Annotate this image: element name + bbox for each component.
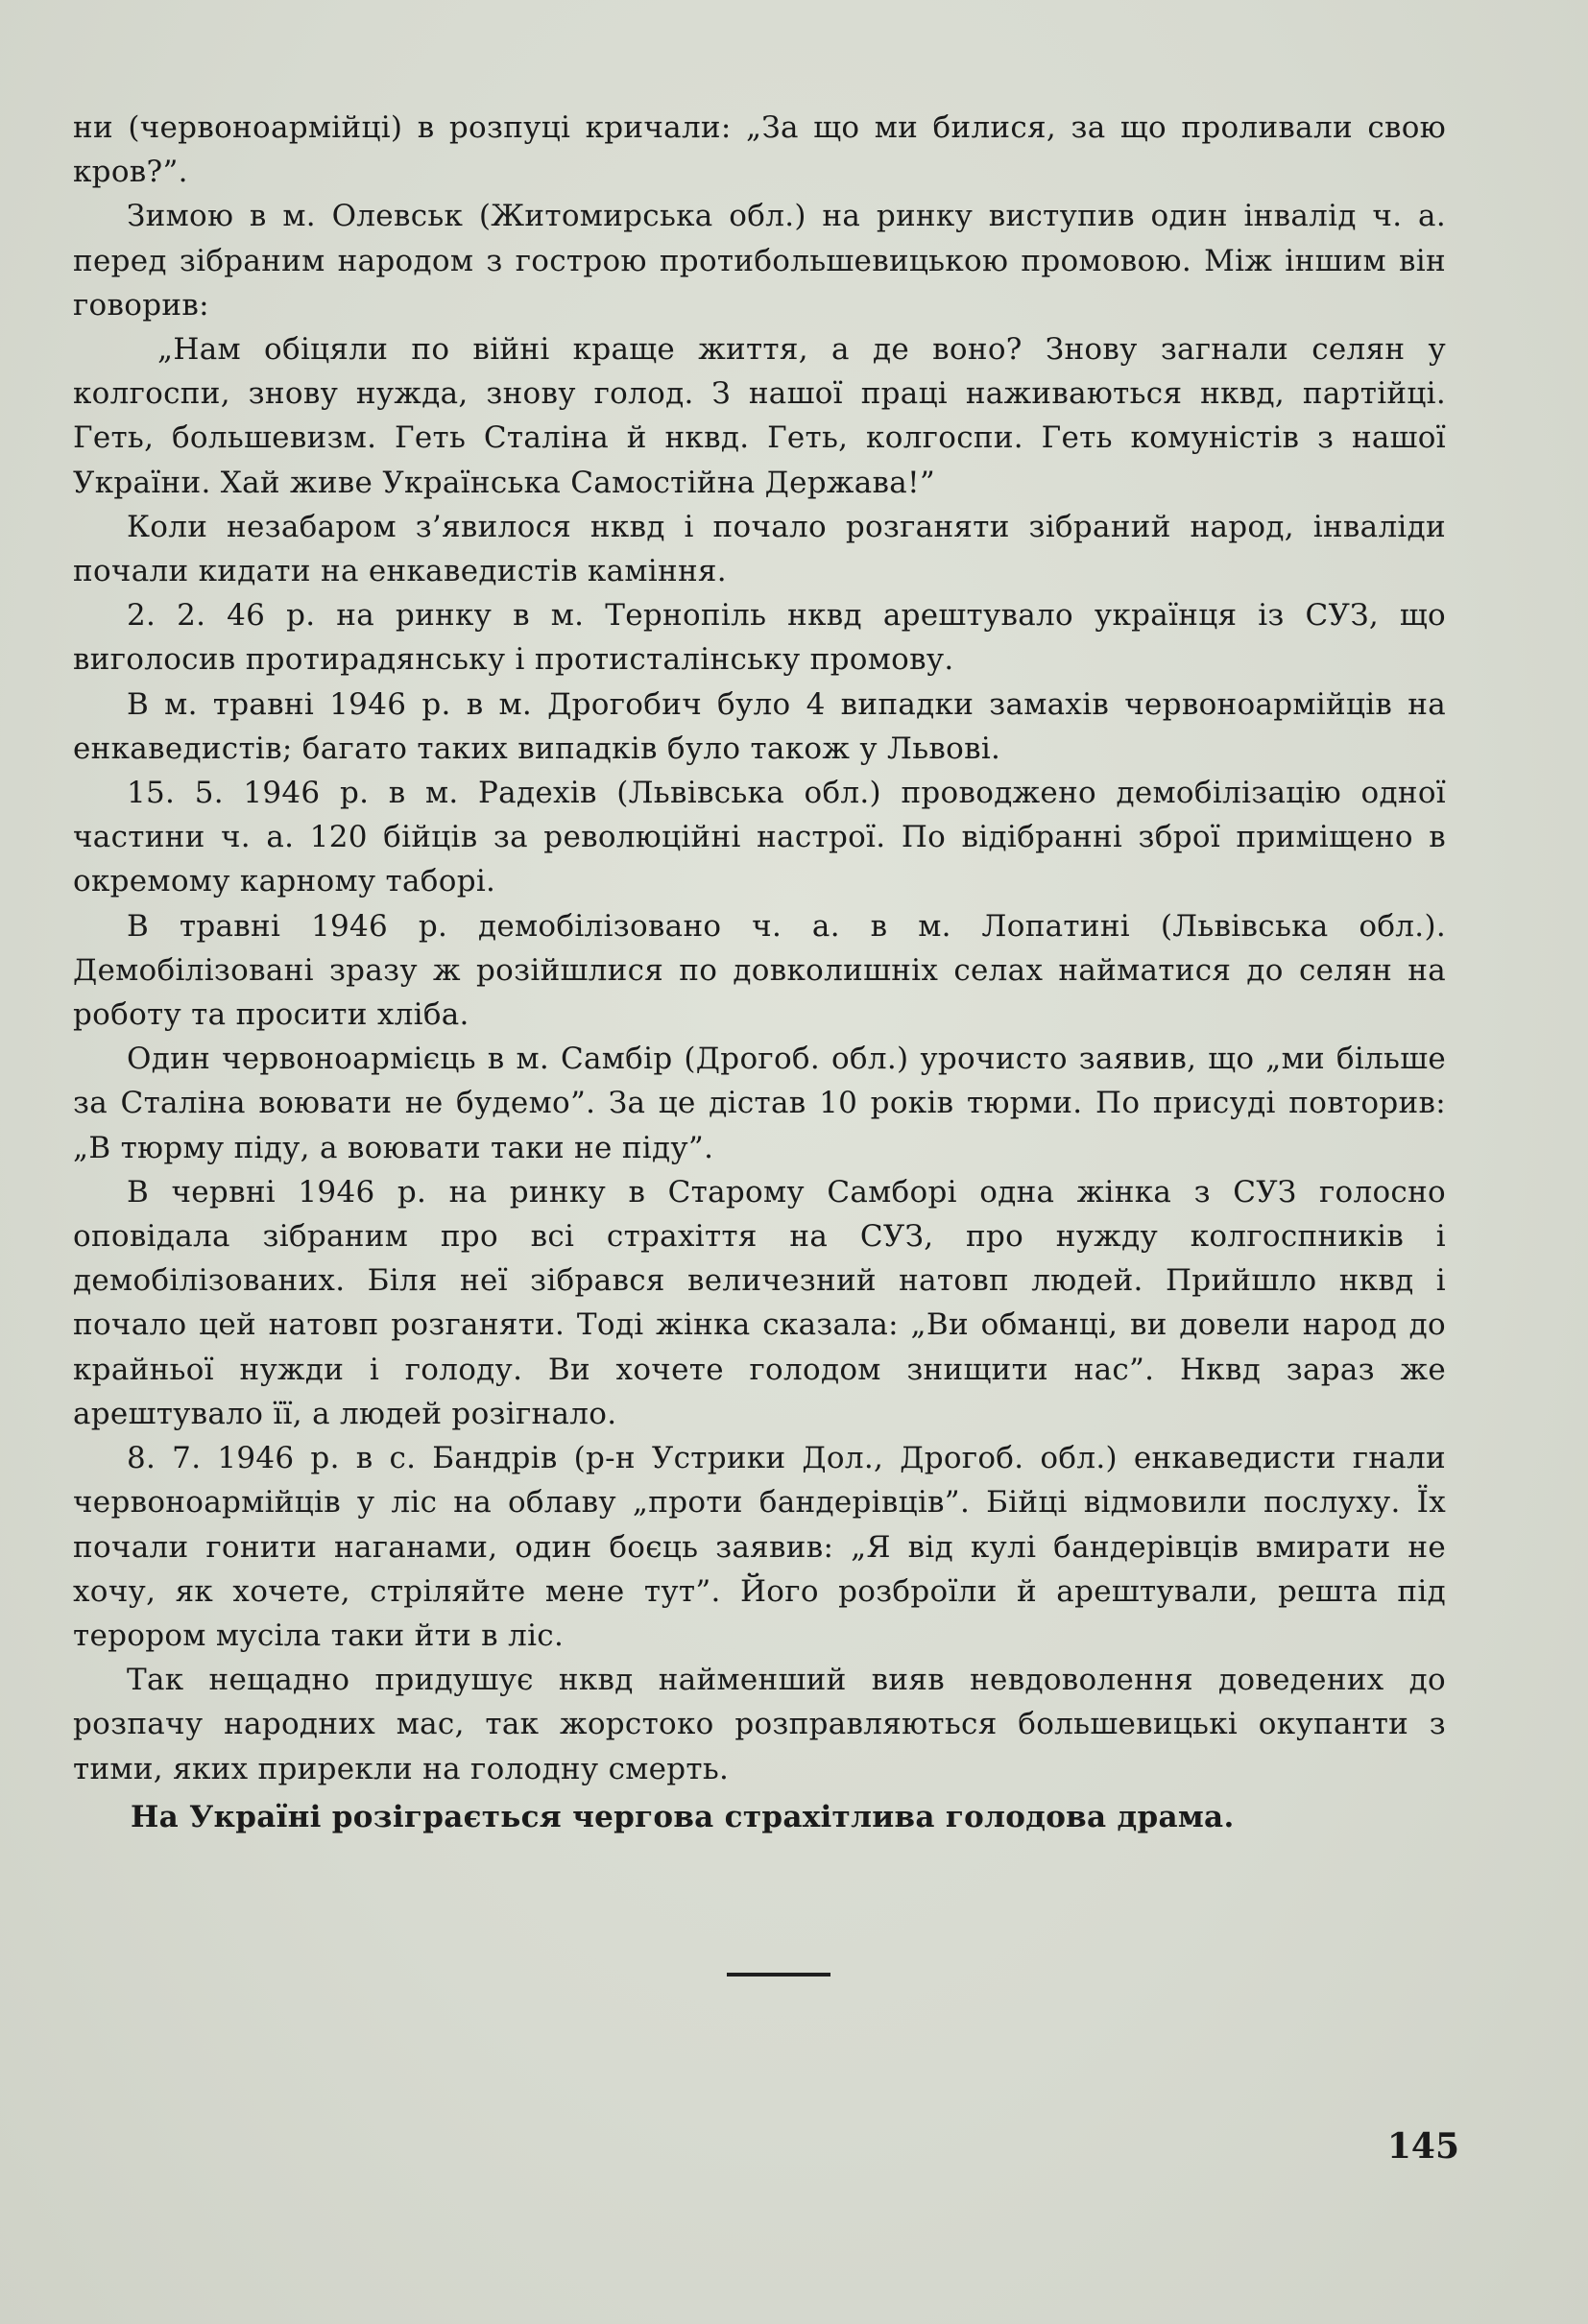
paragraph-ternopil: 2. 2. 46 р. на ринку в м. Тернопіль нквд арештувало українця із СУЗ, що виголосив протирадянську і протисталінську промову. [73, 598, 1446, 678]
page-number: 145 [1386, 2126, 1459, 2167]
paragraph-staryi-sambir: В червні 1946 р. на ринку в Старому Самборі одна жінка з СУЗ голосно оповідала зібраним про всі страхіття на СУЗ, про нужду колгоспників і демобілізованих. Біля неї зібрався величезний натовп людей. Прийшло нквд і почало цей натовп розганяти. Тоді жінка сказала: „Ви обманці, ви довели народ до крайньої нужди і голоду. Ви хочете голодом знищити нас”. Нквд зараз же арештувало її, а людей розігнало. [73, 1174, 1446, 1431]
paragraph-continuation: ни (червоноармійці) в розпуці кричали: „За що ми билися, за що проливали свою кров?”. [73, 110, 1446, 190]
paragraph-drohobych: В м. травні 1946 р. в м. Дрогобич було 4 випадки замахів червоноармійців на енкаведистів; багато таких випадків було також у Львові. [73, 686, 1446, 766]
paragraph-conclusion: Так нещадно придушує нквд найменший вияв невдоволення доведених до розпачу народних мас, так жорстоко розправляються большевицькі окупанти з тими, яких прирекли на голодну смерть. [73, 1663, 1446, 1786]
section-divider [727, 1973, 830, 1977]
paragraph-final-statement: На Україні розіграється чергова страхітлива голодова драма. [131, 1799, 1235, 1834]
paragraph-lopatyn: В травні 1946 р. демобілізовано ч. а. в м. Лопатині (Львівська обл.). Демобілізовані зразу ж розійшлися по довколишніх селах найматися до селян на роботу та просити хліба. [73, 908, 1446, 1033]
paragraph-radekhiv: 15. 5. 1946 р. в м. Радехів (Львівська обл.) проводжено демобілізацію одної частини ч. а. 120 бійців за революційні настрої. По відібранні зброї приміщено в окремому карному таборі. [73, 776, 1446, 899]
paragraph-sambir: Один червоноармієць в м. Самбір (Дрогоб. обл.) урочисто заявив, що „ми більше за Сталіна воювати не будемо”. За це дістав 10 років тюрми. По присуді повторив: „В тюрму піду, а воювати таки не піду”. [73, 1042, 1446, 1165]
paragraph-olevsk: Зимою в м. Олевськ (Житомирська обл.) на ринку виступив один інвалід ч. а. перед зібраним народом з гострою протибольшевицькою промовою. Між іншим він говорив: [73, 199, 1446, 323]
body-text [73, 106, 1446, 1839]
paragraph-bandriv: 8. 7. 1946 р. в с. Бандрів (р-н Устрики Дол., Дрогоб. обл.) енкаведисти гнали червоноармійців у ліс на облаву „проти бандерівців”. Бійці відмовили послуху. Їх почали гонити наганами, один боєць заявив: „Я від кулі бандерівців вмирати не хочу, як хочете, стріляйте мене тут”. Його розброїли й арештували, решта під терором мусіла таки йти в ліс. [73, 1441, 1446, 1653]
paragraph-nkvd-dispersal: Коли незабаром з’явилося нквд і почало розганяти зібраний народ, інваліди почали кидати на енкаведистів каміння. [73, 509, 1446, 589]
paragraph-quote: „Нам обіцяли по війні краще життя, а де воно? Знову загнали селян у колгоспи, знову нужда, знову голод. З нашої праці наживаються нквд, партійці. Геть, большевизм. Геть Сталіна й нквд. Геть, колгоспи. Геть комуністів з нашої України. Хай живе Українська Самостійна Держава!” [73, 332, 1446, 500]
